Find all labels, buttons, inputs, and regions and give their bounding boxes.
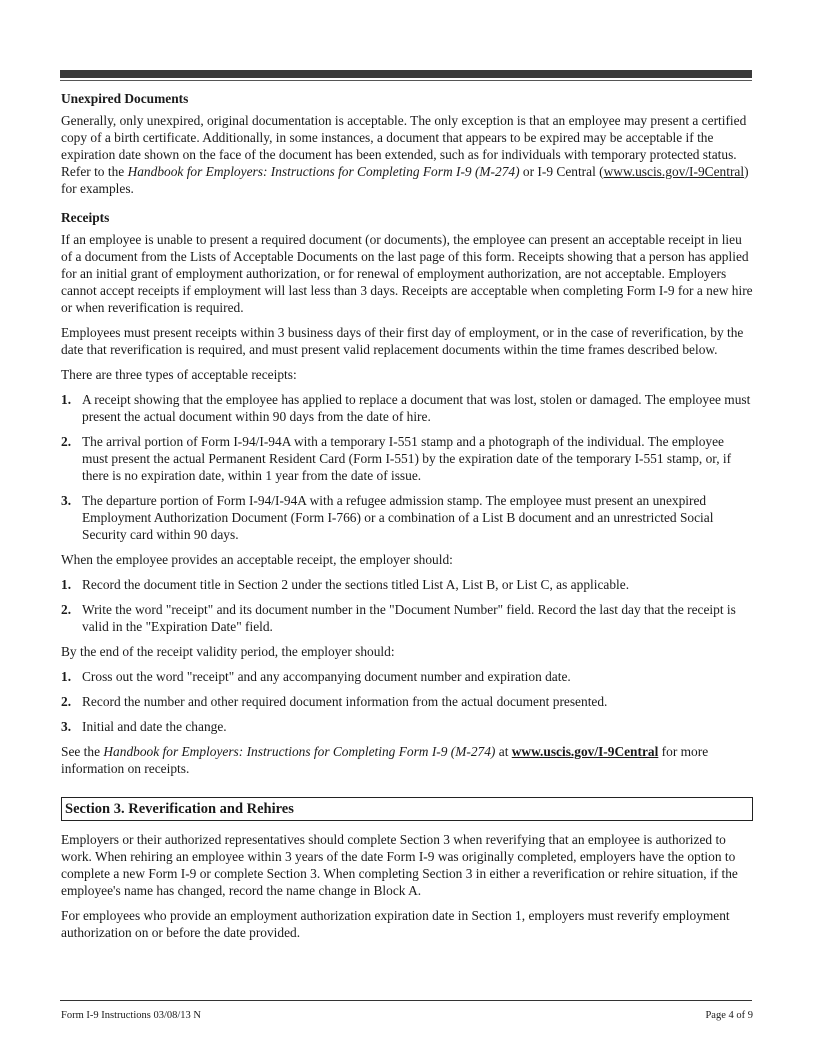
section3-paragraph-1: Employers or their authorized representatives should complete Section 3 when reverifying that an employee is authorized to work. When rehiring an employee within 3 years of the date Form I-9 was originally completed, employers have the option to complete a new Form I-9 or complete Section 3. When completing Section 3 in either a reverification or rehire situation, if the employee's name has changed, record the name change in Block A. [61,832,738,898]
section3-heading: Section 3. Reverification and Rehires [61,797,753,821]
unexpired-heading: Unexpired Documents [61,91,189,106]
receipt-types-list [61,391,753,543]
list-item: 1. Record the document title in Section 2 under the sections titled List A, List B, or List C, as applicable. [61,577,630,592]
page-number: Page 4 of 9 [705,1010,753,1021]
handbook-title: Handbook for Employers: Instructions for Completing Form I-9 (M-274) [103,744,496,759]
header-rule [60,80,752,81]
validity-steps-list [61,668,753,735]
employer-steps-intro: When the employee provides an acceptable receipt, the employer should: [61,552,453,567]
i9-central-link[interactable]: www.uscis.gov/I-9Central [511,744,659,759]
validity-steps-intro: By the end of the receipt validity period, the employer should: [61,644,395,659]
employer-steps-list [61,576,753,635]
footer-rule [60,1000,752,1001]
unexpired-paragraph: Generally, only unexpired, original documentation is acceptable. The only exception is that an employee may present a certified copy of a birth certificate. Additionally, in some instances, a document that appears to be expired may be acceptable if the expiration date shown on the face of the document has been extended, such as for individuals with temporary protected status. Refer to the Handbook for Employers: Instructions for Completing Form I-9 (M-274) or I-9 Central (www.uscis.gov/I-9Central) for examples. [61,113,749,196]
section3-paragraph-2: For employees who provide an employment authorization expiration date in Section 1, employers must reverify employment authorization on or before the date provided. [61,908,730,940]
receipt-types-intro: There are three types of acceptable receipts: [61,367,297,382]
list-item: 1. Cross out the word "receipt" and any accompanying document number and expiration date. [61,669,571,684]
i9-central-link[interactable]: www.uscis.gov/I-9Central [603,164,745,179]
list-item: 2. Record the number and other required document information from the actual document presented. [61,694,608,709]
list-item: 2. The arrival portion of Form I-94/I-94A with a temporary I-551 stamp and a photograph of the individual. The employee must present the actual Permanent Resident Card (Form I-551) by the expiration date of the temporary I-551 stamp, or, if there is no expiration date, within 1 year from the date of issue. [61,434,732,483]
receipts-paragraph-1: If an employee is unable to present a required document (or documents), the employee can present an acceptable receipt in lieu of a document from the Lists of Acceptable Documents on the last page of this form. Receipts showing that a person has applied for an initial grant of employment authorization, or for renewal of employment authorization, are not acceptable. Employers cannot accept receipts if employment will last less than 3 days. Receipts are acceptable when completing Form I-9 for a new hire or when reverification is required. [61,232,753,315]
list-item: 2. Write the word "receipt" and its document number in the "Document Number" field. Record the last day that the receipt is valid in the "Expiration Date" field. [61,602,736,634]
footer [61,1010,753,1021]
receipts-heading: Receipts [61,210,110,225]
list-item: 3. Initial and date the change. [61,719,227,734]
form-id: Form I-9 Instructions 03/08/13 N [61,1010,201,1021]
header-bar [60,70,752,78]
handbook-title: Handbook for Employers: Instructions for Completing Form I-9 (M-274) [127,164,520,179]
page-content [61,90,753,949]
see-handbook-paragraph: See the Handbook for Employers: Instructions for Completing Form I-9 (M-274) at www.uscis.gov/I-9Central for more information on receipts. [61,744,709,776]
list-item: 3. The departure portion of Form I-94/I-94A with a refugee admission stamp. The employee must present an unexpired Employment Authorization Document (Form I-766) or a combination of a List B document and an unrestricted Social Security card within 90 days. [61,493,714,542]
receipts-paragraph-2: Employees must present receipts within 3 business days of their first day of employment, or in the case of reverification, by the date that reverification is required, and must present valid replacement documents within the time frames described below. [61,325,744,357]
list-item: 1. A receipt showing that the employee has applied to replace a document that was lost, stolen or damaged. The employee must present the actual document within 90 days from the date of hire. [61,392,751,424]
